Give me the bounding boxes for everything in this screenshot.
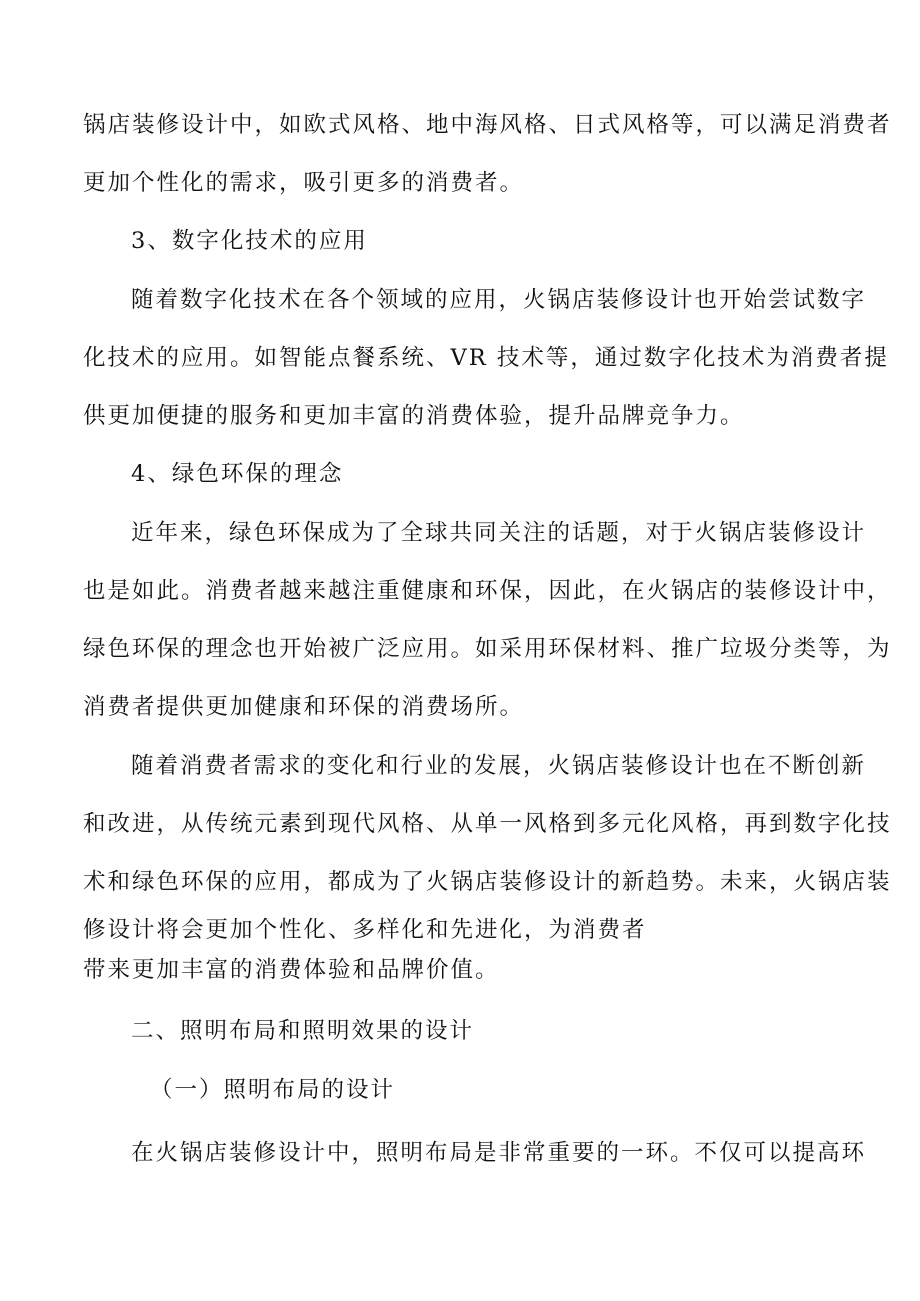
text-line: 更加个性化的需求，吸引更多的消费者。 bbox=[83, 170, 525, 196]
text-line: 锅店装修设计中，如欧式风格、地中海风格、日式风格等，可以满足消费者 bbox=[83, 112, 892, 138]
text-line: 消费者提供更加健康和环保的消费场所。 bbox=[83, 694, 525, 720]
text-line: 近年来，绿色环保成为了全球共同关注的话题，对于火锅店装修设计 bbox=[131, 520, 867, 546]
text-line: 修设计将会更加个性化、多样化和先进化，为消费者 bbox=[83, 917, 647, 943]
text-line: 随着消费者需求的变化和行业的发展，火锅店装修设计也在不断创新 bbox=[131, 753, 867, 779]
text-line: 在火锅店装修设计中，照明布局是非常重要的一环。不仅可以提高环 bbox=[131, 1140, 867, 1166]
section-heading-3: 3、数字化技术的应用 bbox=[131, 228, 368, 254]
chapter-heading: 二、照明布局和照明效果的设计 bbox=[131, 1018, 475, 1044]
text-line: 绿色环保的理念也开始被广泛应用。如采用环保材料、推广垃圾分类等，为 bbox=[83, 636, 892, 662]
text-line: 和改进，从传统元素到现代风格、从单一风格到多元化风格，再到数字化技 bbox=[83, 811, 892, 837]
text-line: 术和绿色环保的应用，都成为了火锅店装修设计的新趋势。未来，火锅店装 bbox=[83, 869, 892, 895]
section-heading-4: 4、绿色环保的理念 bbox=[131, 461, 344, 487]
text-line: 供更加便捷的服务和更加丰富的消费体验，提升品牌竞争力。 bbox=[83, 403, 745, 429]
text-line: 化技术的应用。如智能点餐系统、VR 技术等，通过数字化技术为消费者提 bbox=[83, 345, 889, 371]
text-line: 也是如此。消费者越来越注重健康和环保，因此，在火锅店的装修设计中， bbox=[83, 578, 892, 604]
subsection-heading: （一）照明布局的设计 bbox=[150, 1077, 396, 1103]
text-line: 随着数字化技术在各个领域的应用，火锅店装修设计也开始尝试数字 bbox=[131, 287, 867, 313]
text-line: 带来更加丰富的消费体验和品牌价值。 bbox=[83, 957, 500, 983]
